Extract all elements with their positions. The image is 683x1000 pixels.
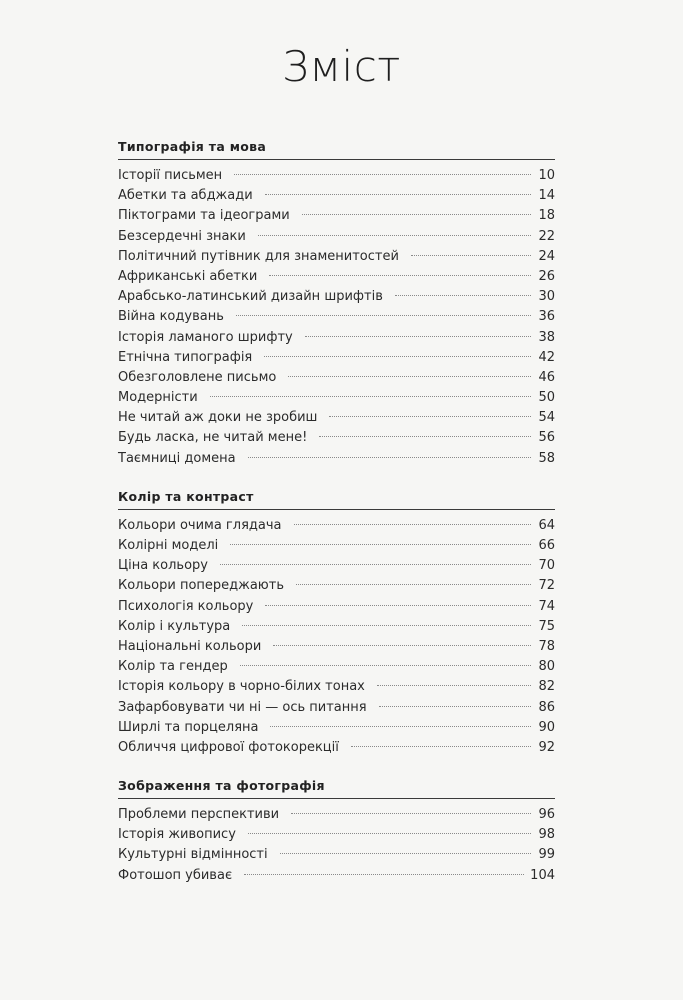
entry-page-number: 36	[538, 309, 555, 325]
entry-title: Будь ласка, не читай мене!	[118, 430, 308, 446]
entry-page-number: 10	[538, 168, 555, 183]
dot-leader	[294, 524, 532, 525]
toc-entry	[118, 805, 555, 825]
entry-page-number: 18	[538, 208, 555, 224]
toc-entry	[118, 267, 555, 287]
dot-leader	[379, 706, 531, 707]
entry-title: Таємниці домена	[118, 450, 236, 466]
entry-title: Політичний путівник для знаменитостей	[118, 248, 399, 264]
entry-title: Колір та гендер	[118, 659, 228, 675]
toc-entry	[118, 738, 555, 758]
toc-section	[118, 776, 555, 886]
toc-entry	[118, 637, 555, 657]
entry-page-number: 22	[538, 228, 555, 244]
toc-entry	[118, 536, 555, 556]
toc-entry	[118, 287, 555, 307]
toc-entry	[118, 328, 555, 348]
entry-page-number: 104	[530, 867, 555, 883]
entry-page-number: 66	[538, 538, 555, 553]
entry-page-number: 70	[538, 558, 555, 574]
page-title: Зміст	[282, 42, 401, 91]
entry-page-number: 46	[538, 369, 555, 385]
toc-section	[118, 137, 555, 469]
dot-leader	[269, 275, 531, 276]
dot-leader	[395, 295, 531, 296]
toc-entry	[118, 597, 555, 617]
entry-page-number: 72	[538, 578, 555, 594]
entry-title: Обличчя цифрової фотокорекції	[118, 739, 339, 755]
entry-title: Ширлі та порцеляна	[118, 719, 259, 735]
toc-entry	[118, 845, 555, 865]
dot-leader	[234, 174, 531, 175]
toc-entry	[118, 348, 555, 368]
toc-entry	[118, 307, 555, 327]
entry-page-number: 78	[538, 638, 555, 654]
dot-leader	[240, 665, 531, 666]
dot-leader	[258, 235, 531, 236]
entry-page-number: 86	[538, 699, 555, 715]
toc-entry	[118, 206, 555, 226]
dot-leader	[220, 564, 531, 565]
entry-title: Національні кольори	[118, 638, 262, 654]
dot-leader	[248, 833, 531, 834]
entry-title: Колірні моделі	[118, 538, 219, 553]
toc-entry	[118, 617, 555, 637]
toc-entry	[118, 166, 555, 186]
entry-page-number: 50	[538, 390, 555, 406]
section-heading: Колір та контраст	[118, 487, 555, 510]
entry-title: Історії письмен	[118, 168, 223, 183]
entry-page-number: 54	[538, 410, 555, 426]
toc-entry	[118, 408, 555, 428]
dot-leader	[248, 457, 531, 458]
entry-title: Кольори очима глядача	[118, 517, 282, 533]
entry-title: Кольори попереджають	[118, 578, 284, 594]
entry-page-number: 38	[538, 329, 555, 345]
toc-entry	[118, 576, 555, 596]
toc-entry	[118, 698, 555, 718]
entry-title: Не читай аж доки не зробиш	[118, 410, 318, 426]
entry-title: Безсердечні знаки	[118, 228, 246, 244]
entry-title: Обезголовлене письмо	[118, 369, 277, 385]
entry-title: Культурні відмінності	[118, 847, 268, 863]
entry-page-number: 56	[538, 430, 555, 446]
toc-entry	[118, 227, 555, 247]
entry-page-number: 64	[538, 517, 555, 533]
entry-page-number: 30	[538, 289, 555, 305]
entry-page-number: 90	[538, 719, 555, 735]
entry-title: Фотошоп убиває	[118, 867, 233, 883]
dot-leader	[244, 874, 524, 875]
entry-title: Піктограми та ідеограми	[118, 208, 290, 224]
section-heading: Зображення та фотографія	[118, 776, 555, 799]
dot-leader	[270, 726, 531, 727]
entry-title: Абетки та абджади	[118, 188, 253, 204]
entry-page-number: 92	[538, 739, 555, 755]
entry-page-number: 80	[538, 659, 555, 675]
toc-entry	[118, 718, 555, 738]
toc-entry	[118, 657, 555, 677]
dot-leader	[210, 396, 531, 397]
toc-entry	[118, 428, 555, 448]
toc-entry	[118, 368, 555, 388]
entry-title: Психологія кольору	[118, 598, 254, 614]
entry-title: Війна кодувань	[118, 309, 224, 325]
dot-leader	[280, 853, 531, 854]
entry-page-number: 26	[538, 268, 555, 284]
entry-page-number: 58	[538, 450, 555, 466]
entry-title: Африканські абетки	[118, 268, 258, 284]
entry-page-number: 99	[538, 847, 555, 863]
entry-title: Колір і культура	[118, 618, 231, 634]
toc-entry	[118, 388, 555, 408]
entry-page-number: 98	[538, 827, 555, 843]
dot-leader	[242, 625, 531, 626]
toc-entry	[118, 866, 555, 886]
dot-leader	[273, 645, 531, 646]
entry-page-number: 24	[538, 248, 555, 264]
entry-title: Проблеми перспективи	[118, 807, 280, 823]
entry-title: Зафарбовувати чи ні — ось питання	[118, 699, 367, 715]
toc-entry	[118, 186, 555, 206]
toc-entry	[118, 247, 555, 267]
dot-leader	[265, 194, 531, 195]
table-of-contents	[118, 137, 555, 886]
entry-page-number: 74	[538, 598, 555, 614]
dot-leader	[351, 746, 531, 747]
toc-entry	[118, 677, 555, 697]
dot-leader	[288, 376, 531, 377]
dot-leader	[411, 255, 531, 256]
dot-leader	[296, 584, 531, 585]
toc-entry	[118, 556, 555, 576]
dot-leader	[329, 416, 531, 417]
dot-leader	[319, 436, 531, 437]
dot-leader	[302, 214, 531, 215]
entry-title: Історія живопису	[118, 827, 236, 843]
toc-section	[118, 487, 555, 758]
entry-page-number: 82	[538, 679, 555, 695]
entry-title: Арабсько-латинський дизайн шрифтів	[118, 289, 383, 305]
entry-page-number: 75	[538, 618, 555, 634]
dot-leader	[265, 605, 531, 606]
dot-leader	[264, 356, 531, 357]
entry-title: Історія ламаного шрифту	[118, 329, 293, 345]
toc-entry	[118, 516, 555, 536]
dot-leader	[236, 315, 531, 316]
dot-leader	[377, 685, 531, 686]
entry-title: Ціна кольору	[118, 558, 208, 574]
entry-page-number: 42	[538, 349, 555, 365]
entry-title: Історія кольору в чорно-білих тонах	[118, 679, 365, 695]
entry-page-number: 96	[538, 807, 555, 823]
dot-leader	[305, 336, 531, 337]
section-heading: Типографія та мова	[118, 137, 555, 160]
toc-entry	[118, 825, 555, 845]
entry-title: Модерністи	[118, 390, 198, 406]
entry-title: Етнічна типографія	[118, 349, 253, 365]
dot-leader	[230, 544, 531, 545]
toc-entry	[118, 449, 555, 469]
entry-page-number: 14	[538, 188, 555, 204]
dot-leader	[291, 813, 531, 814]
